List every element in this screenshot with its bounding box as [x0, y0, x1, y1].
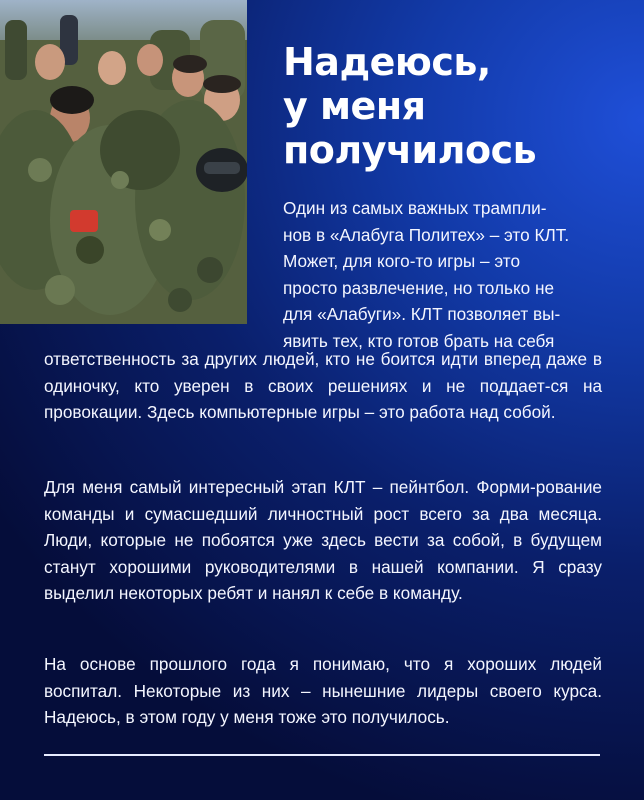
intro-line: для «Алабуги». КЛТ позволяет вы- [283, 304, 561, 325]
intro-continuation: ответственность за других людей, кто не боится идти вперед даже в одиночку, кто уверен в своих решениях и не поддает-ся на провокации. Здесь компьютерные игры – это работа над собой. [44, 349, 602, 423]
intro-paragraph [283, 195, 601, 355]
title-line: у меня [283, 84, 426, 128]
closing-paragraph: На основе прошлого года я понимаю, что я хороших людей воспитал. Некоторые из них – нынешние лидеры своего курса. Надеюсь, в этом году у меня тоже это получилось. [44, 654, 602, 728]
title-line: Надеюсь, [283, 40, 491, 84]
intro-line: явить тех, кто готов брать на себя [283, 330, 555, 351]
page-title [283, 40, 623, 172]
intro-line: Один из самых важных трампли- [283, 198, 547, 218]
divider-line [44, 754, 600, 756]
intro-line: нов в «Алабуга Политех» – это КЛТ. [283, 224, 570, 245]
intro-line: Может, для кого-то игры – это [283, 251, 520, 272]
title-line: получилось [283, 128, 537, 172]
paintball-paragraph: Для меня самый интересный этап КЛТ – пейнтбол. Форми-рование команды и сумасшедший личностный рост всего за два месяца. Люди, которые не побоятся уже здесь вести за собой, в будущем станут хорошими руководителями в нашей компании. Я сразу выделил некоторых ребят и нанял к себе в команду. [44, 477, 602, 604]
intro-line: просто развлечение, но только не [283, 277, 555, 298]
group-photo-icon [0, 0, 247, 324]
group-photo [0, 0, 247, 324]
